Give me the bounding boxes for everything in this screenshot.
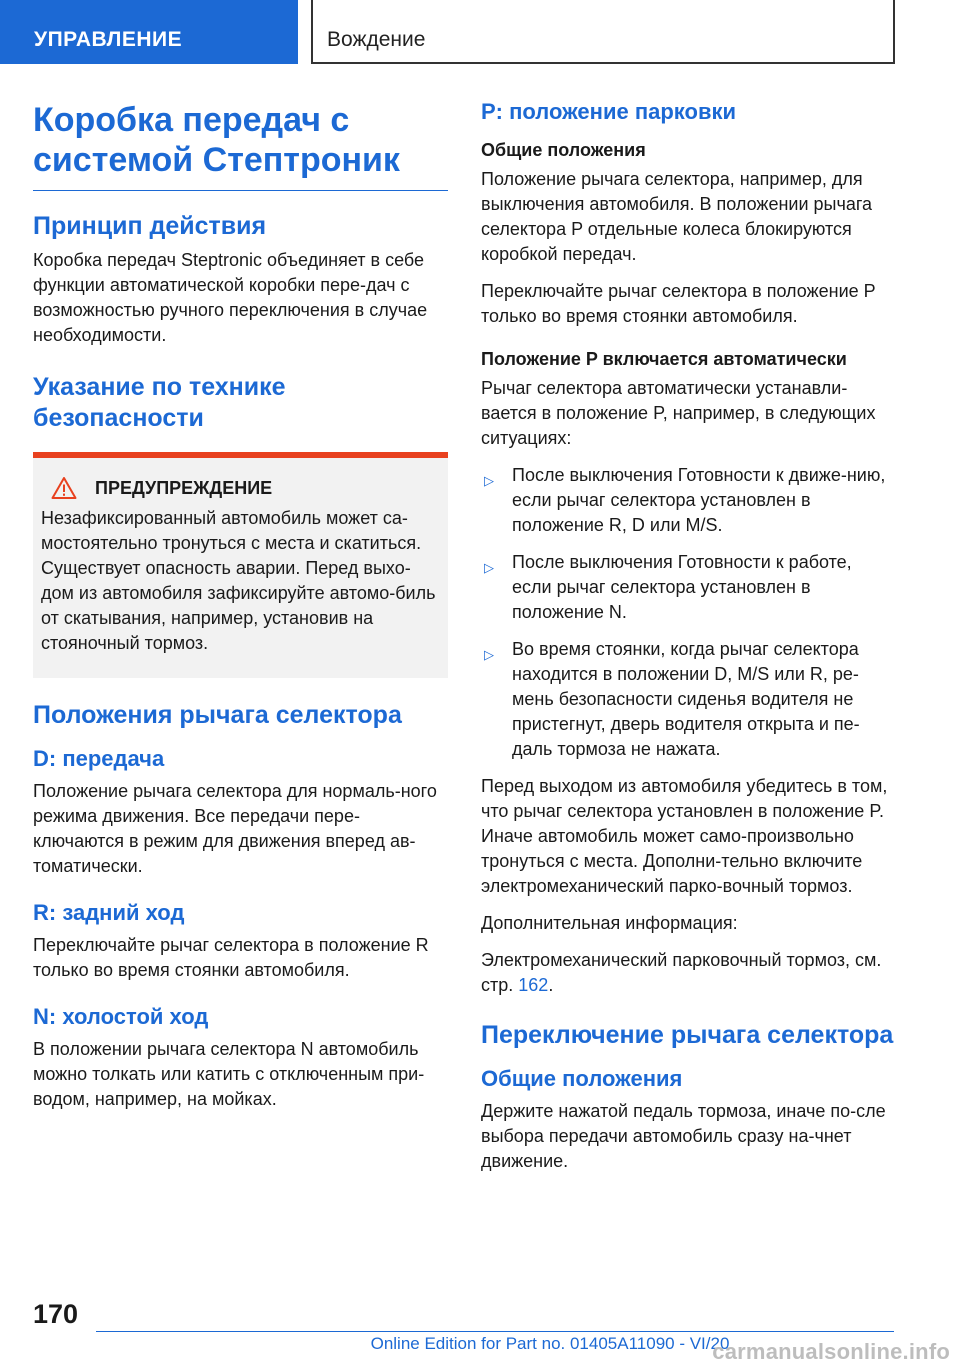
triangle-bullet-icon: ▷ bbox=[484, 647, 494, 662]
warning-text: Незафиксированный автомобиль может са-мостоятельно тронуться с места и скатиться. Существует опасность аварии. Перед выхо-дом из автомобиля зафиксируйте автомо-биль от скатывания, например, установив на стояночный тормоз. bbox=[41, 508, 436, 653]
auto-text: Рычаг селектора автоматически устанавли-вается в положение P, например, в следующих ситуациях: bbox=[481, 378, 876, 448]
page-title: Коробка передач с системой Стептроник bbox=[33, 100, 448, 191]
general-text-2: Переключайте рычаг селектора в положение P только во время стоянки автомобиля. bbox=[481, 281, 876, 326]
n-text: В положении рычага селектора N автомобиль можно толкать или катить с отключенным при-водом, например, на мойках. bbox=[33, 1039, 425, 1109]
reference-text bbox=[481, 948, 896, 998]
warning-triangle-icon bbox=[51, 476, 77, 500]
subsection-tab: Вождение bbox=[311, 0, 895, 64]
footer-divider bbox=[96, 1331, 894, 1332]
page-reference-link[interactable]: 162 bbox=[518, 975, 549, 995]
reference-label: Электромеханический парковочный тормоз, см. стр. bbox=[481, 950, 882, 995]
list-item-text: Во время стоянки, когда рычаг селектора находится в положении D, M/S или R, ре-мень безопасности сиденья водителя не пристегнут, дверь водителя открыта и пе-даль тормоза не нажата. bbox=[512, 639, 860, 759]
warning-box bbox=[33, 452, 448, 678]
d-text: Положение рычага селектора для нормаль-ного режима движения. Все передачи пере-ключаются в режим для движения вперед ав-томатически. bbox=[33, 781, 437, 876]
principle-heading: Принцип действия bbox=[33, 212, 267, 240]
watermark: carmanualsonline.info bbox=[712, 1339, 950, 1364]
positions-heading: Положения рычага селектора bbox=[33, 701, 402, 729]
page-number: 170 bbox=[33, 1299, 79, 1329]
reference-end: . bbox=[548, 975, 554, 995]
d-heading: D: передача bbox=[33, 746, 165, 771]
general-text-1: Положение рычага селектора, например, для выключения автомобиля. В положении рычага селектора P отдельные колеса блокируются коробкой передач. bbox=[481, 169, 873, 264]
before-exit-text: Перед выходом из автомобиля убедитесь в том, что рычаг селектора установлен в положение P. Иначе автомобиль может само-произвольно тронуться с места. Дополни-тельно включите электромеханический парко-вочный тормоз. bbox=[481, 776, 888, 896]
switch-general-heading: Общие положения bbox=[481, 1066, 683, 1091]
triangle-bullet-icon: ▷ bbox=[484, 560, 494, 575]
auto-conditions-list bbox=[481, 463, 896, 762]
right-column bbox=[481, 98, 896, 1186]
more-info-text: Дополнительная информация: bbox=[481, 913, 738, 933]
list-item-text: После выключения Готовности к движе-нию, если рычаг селектора установлен в положение R, D или M/S. bbox=[512, 465, 886, 535]
n-heading: N: холостой ход bbox=[33, 1004, 209, 1029]
list-item-text: После выключения Готовности к работе, если рычаг селектора установлен в положение N. bbox=[512, 552, 852, 622]
switch-text: Держите нажатой педаль тормоза, иначе по-сле выбора передачи автомобиль сразу на-чнет движение. bbox=[481, 1101, 886, 1171]
triangle-bullet-icon: ▷ bbox=[484, 473, 494, 488]
switch-heading: Переключение рычага селектора bbox=[481, 1021, 894, 1049]
principle-text: Коробка передач Steptronic объединяет в себе функции автоматической коробки пере-дач с возможностью ручного переключения в случае необходимости. bbox=[33, 250, 428, 345]
list-item bbox=[481, 550, 896, 625]
list-item bbox=[481, 463, 896, 538]
general-subheading: Общие положения bbox=[481, 140, 646, 160]
r-text: Переключайте рычаг селектора в положение R только во время стоянки автомобиля. bbox=[33, 935, 429, 980]
left-column bbox=[33, 100, 448, 1124]
p-heading: P: положение парковки bbox=[481, 99, 737, 124]
warning-header bbox=[41, 476, 440, 500]
warning-title: ПРЕДУПРЕЖДЕНИЕ bbox=[95, 477, 273, 498]
list-item bbox=[481, 637, 896, 762]
edition-info: Online Edition for Part no. 01405A11090 - VI/20 bbox=[370, 1334, 730, 1353]
safety-heading: Указание по технике безопасности bbox=[33, 373, 286, 432]
auto-subheading: Положение P включается автоматически bbox=[481, 349, 847, 369]
r-heading: R: задний ход bbox=[33, 900, 185, 925]
section-tab: УПРАВЛЕНИЕ bbox=[0, 0, 298, 64]
